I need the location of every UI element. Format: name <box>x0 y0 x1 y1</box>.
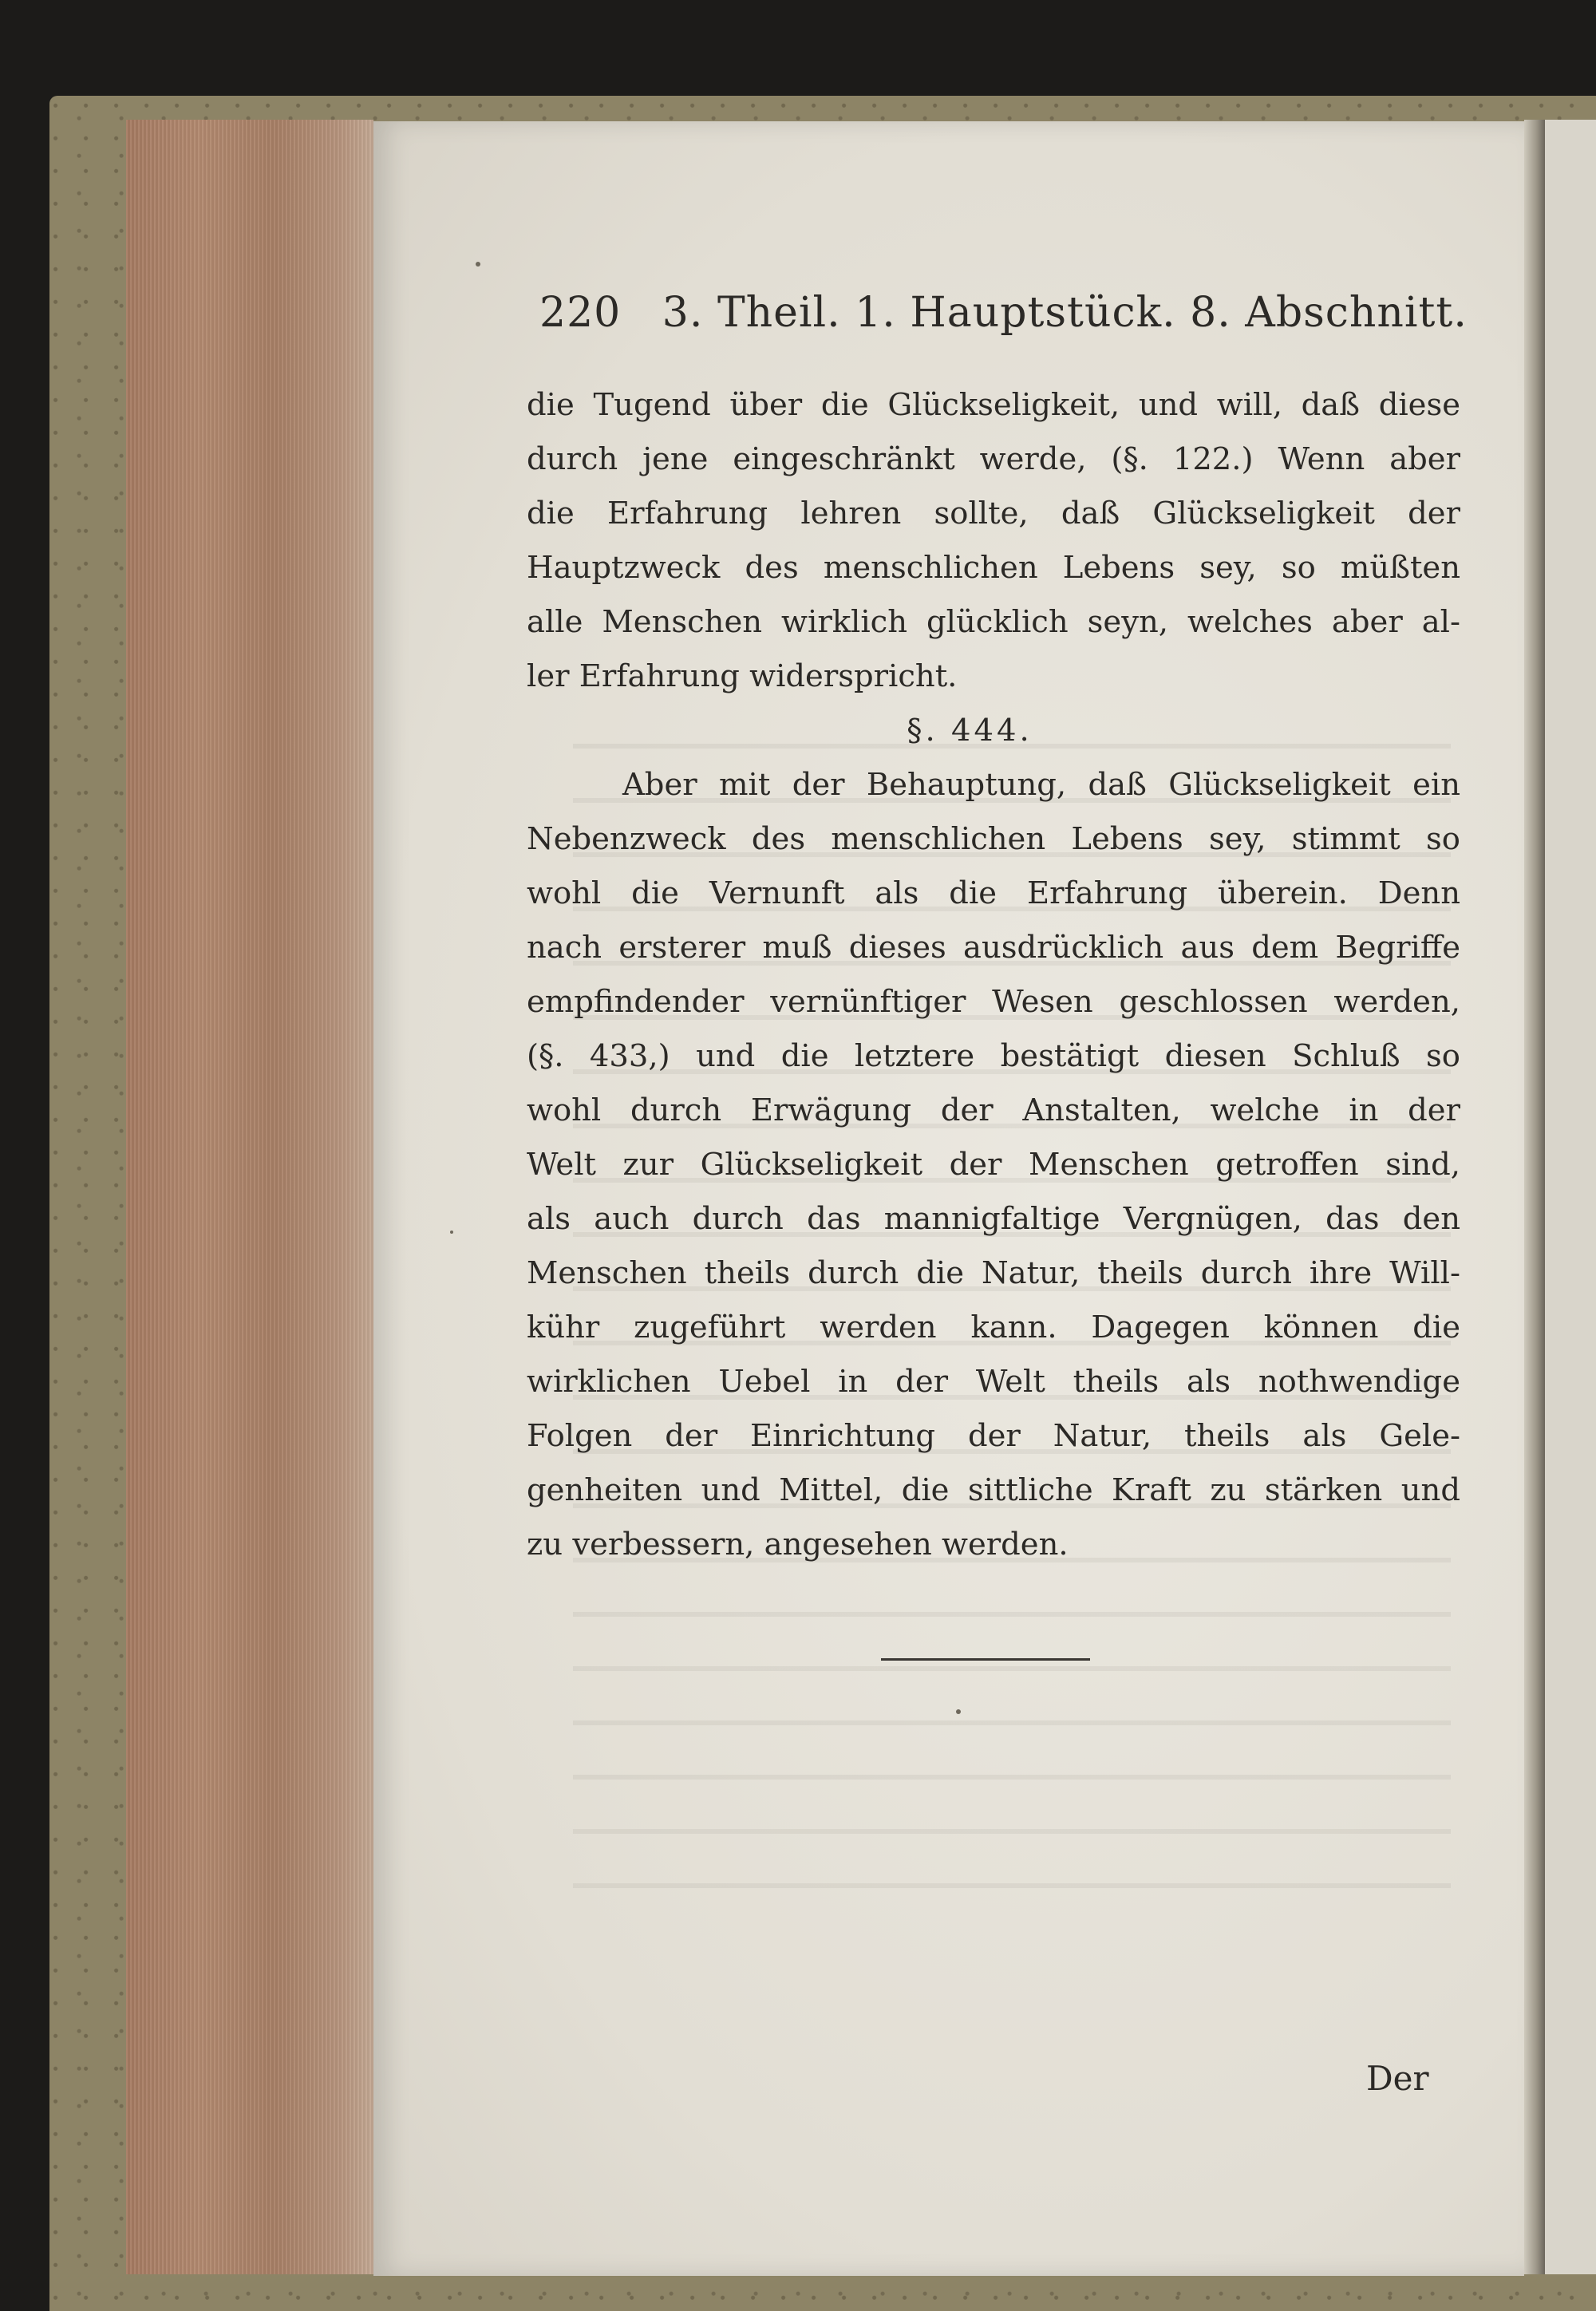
page-gutter <box>1524 120 1545 2274</box>
facing-page-edge <box>1545 120 1596 2274</box>
paragraph-line: wohl durch Erwägung der Anstalten, welche in der <box>527 1092 1460 1128</box>
paragraph-line: kühr zugeführt werden kann. Dagegen können die <box>527 1310 1460 1345</box>
paragraph-line: wirklichen Uebel in der Welt theils als nothwendige <box>527 1364 1460 1400</box>
page-speck <box>476 262 480 267</box>
catchword: Der <box>1366 2059 1429 2098</box>
page-speck <box>956 1709 961 1714</box>
paragraph-line: empfindender vernünftiger Wesen geschlossen werden, <box>527 984 1460 1020</box>
running-head-title: 3. Theil. 1. Hauptstück. 8. Abschnitt. <box>662 289 1468 337</box>
text-line: alle Menschen wirklich glücklich seyn, welches aber al- <box>527 604 1460 640</box>
paragraph-line: Aber mit der Behauptung, daß Glückseligkeit ein <box>622 767 1460 803</box>
paragraph-line: nach ersterer muß dieses ausdrücklich aus dem Begriffe <box>527 930 1460 966</box>
running-head <box>539 289 1468 345</box>
text-line: die Erfahrung lehren sollte, daß Glückseligkeit der <box>527 496 1460 531</box>
paragraph-line: genheiten und Mittel, die sittliche Kraft zu stärken und <box>527 1472 1460 1508</box>
text-line: die Tugend über die Glückseligkeit, und will, daß diese <box>527 387 1460 423</box>
paragraph-line: wohl die Vernunft als die Erfahrung überein. Denn <box>527 875 1460 911</box>
paragraph-line: (§. 433,) und die letztere bestätigt diesen Schluß so <box>527 1038 1460 1074</box>
paragraph-line: als auch durch das mannigfaltige Vergnügen, das den <box>527 1201 1460 1237</box>
paragraph-line: Nebenzweck des menschlichen Lebens sey, stimmt so <box>527 821 1460 857</box>
paragraph-line: Menschen theils durch die Natur, theils durch ihre Will- <box>527 1255 1460 1291</box>
section-heading: §. 444. <box>907 713 1033 749</box>
text-line: Hauptzweck des menschlichen Lebens sey, so müßten <box>527 550 1460 586</box>
page-number: 220 <box>539 289 622 337</box>
paragraph-line: zu verbessern, angesehen werden. <box>527 1527 1069 1562</box>
section-end-rule <box>881 1658 1090 1661</box>
paragraph-line: Welt zur Glückseligkeit der Menschen getroffen sind, <box>527 1147 1460 1183</box>
page-block-edge <box>126 120 373 2274</box>
paragraph-line: Folgen der Einrichtung der Natur, theils als Gele- <box>527 1418 1460 1454</box>
text-line: durch jene eingeschränkt werde, (§. 122.) Wenn aber <box>527 441 1460 477</box>
page-speck <box>450 1231 453 1234</box>
body-text <box>527 378 1460 1572</box>
text-line: ler Erfahrung widerspricht. <box>527 658 958 694</box>
